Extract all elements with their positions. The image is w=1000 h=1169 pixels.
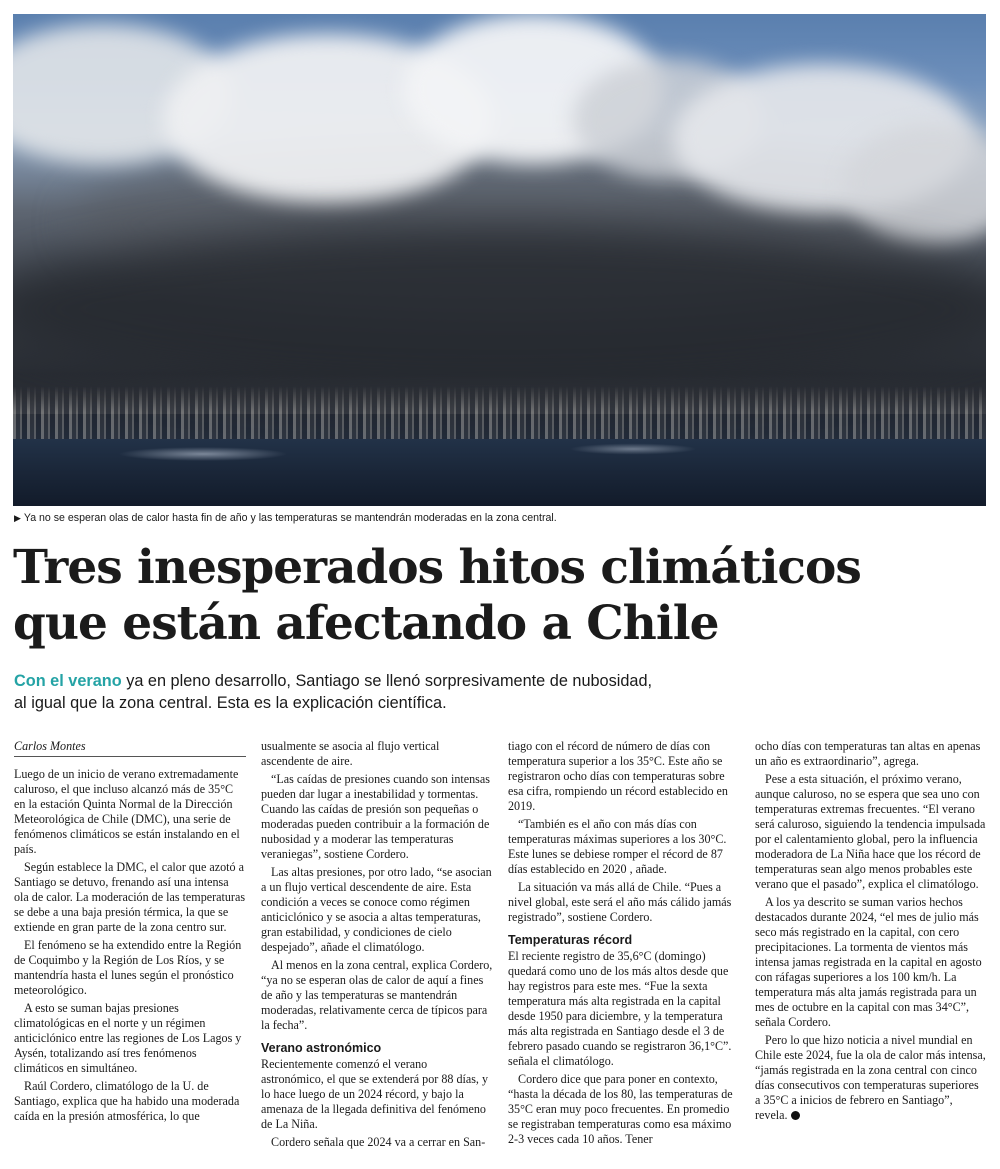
paragraph: Cordero señala que 2024 va a cerrar en San- bbox=[271, 1135, 486, 1149]
headline-line-1: Tres inesperados hitos climáticos bbox=[13, 540, 861, 595]
paragraph: Pese a esta situación, el próximo verano, aunque caluroso, no se espera que sea uno con temperaturas extremas frecuentes. “El verano será caluroso, siguiendo la tendencia impulsada por el calentamiento global, pero la influencia moderadora de La Niña hace que los récord de temperaturas sean algo menos probables este verano que el pasado”, explica el climatólogo. bbox=[755, 772, 986, 891]
subhead-temperaturas-record: Temperaturas récord bbox=[508, 933, 633, 947]
paragraph: Luego de un inicio de verano extremadamente caluroso, el que incluso alcanzó más de 35°C en la estación Quinta Normal de la Dirección Meteorológica de Chile (DMC), una serie de fenómenos climáticos se están instalando en el país. bbox=[14, 767, 240, 856]
body-column-1 bbox=[14, 739, 246, 1164]
paragraph: Raúl Cordero, climatólogo de la U. de Santiago, explica que ha habido una moderada caída en la presión atmosférica, lo que bbox=[14, 1079, 240, 1123]
paragraph: La situación va más allá de Chile. “Pues a nivel global, este será el año más cálido jamás registrado”, sostiene Cordero. bbox=[508, 880, 732, 924]
caption-text: Ya no se esperan olas de calor hasta fin de año y las temperaturas se mantendrán moderadas en la zona central. bbox=[23, 512, 557, 524]
article-photo bbox=[13, 14, 986, 506]
paragraph: El reciente registro de 35,6°C (domingo) quedará como uno de los más altos desde que hay registros para este mes. “Fue la sexta temperatura más alta registrada en la capital desde 1950 para diciembre, y la temperatura más alta registrada en Santiago desde el 3 de febrero pasado cuando se registraron 36,1°C”. señala el climatólogo. bbox=[508, 949, 732, 1068]
subhead-verano-astronomico: Verano astronómico bbox=[261, 1041, 382, 1055]
deck-line-2: al igual que la zona central. Esta es la explicación científica. bbox=[14, 694, 447, 712]
paragraph: Recientemente comenzó el verano astronómico, el que se extenderá por 88 días, y lo hace luego de un 2024 récord, y bajo la amenaza de la llegada definitiva del fenómeno de La Niña. bbox=[261, 1057, 489, 1131]
deck-line-1 bbox=[14, 670, 989, 692]
paragraph: usualmente se asocia al flujo vertical ascendente de aire. bbox=[261, 739, 440, 768]
byline: Carlos Montes bbox=[14, 739, 246, 757]
body-column-4 bbox=[755, 739, 987, 1164]
article-deck bbox=[14, 670, 989, 714]
ocean-waves bbox=[13, 439, 986, 506]
body-column-3 bbox=[508, 739, 740, 1164]
paragraph: “También es el año con más días con temperaturas máximas superiores a los 30°C. Este lunes se debiese romper el récord de 87 días establecido en 2020 , añade. bbox=[508, 817, 727, 876]
article-headline bbox=[13, 540, 988, 652]
paragraph: A esto se suman bajas presiones climatológicas en el norte y un régimen anticiclónico entre las regiones de Los Lagos y Aysén, totalizando así tres fenómenos climáticos en simultáneo. bbox=[14, 1001, 242, 1075]
final-paragraph-text: Pero lo que hizo noticia a nivel mundial en Chile este 2024, fue la ola de calor más intensa, “jamás registrada en la zona central con cinco días consecutivos con temperaturas superiores a 35°C a inicios de febrero en Santiago”, revela. bbox=[755, 1033, 986, 1122]
paragraph: Cordero dice que para poner en contexto, “hasta la década de los 80, las temperaturas de 35°C eran muy poco frecuentes. En promedio se registraban temperaturas como esa máximo 2-3 veces cada 10 años. Tener bbox=[508, 1072, 733, 1146]
paragraph-final bbox=[755, 1033, 987, 1123]
city-skyline bbox=[13, 386, 986, 444]
headline-line-2: que están afectando a Chile bbox=[13, 596, 719, 651]
end-of-article-dot-icon bbox=[791, 1111, 800, 1120]
paragraph: El fenómeno se ha extendido entre la Región de Coquimbo y la Región de Los Ríos, y se mantendría hasta el lunes según el pronóstico meteorológico. bbox=[14, 938, 242, 997]
photo-caption bbox=[14, 512, 986, 524]
paragraph: Las altas presiones, por otro lado, “se asocian a un flujo vertical descendente de aire. Esta condición a veces se conoce como régimen anticiclónico y se asocia a altas temperaturas, gran estabilidad, y condiciones de cielo despejado”, añade el climatólogo. bbox=[261, 865, 492, 954]
play-triangle-icon: ▶ bbox=[14, 513, 21, 523]
paragraph: Según establece la DMC, el calor que azotó a Santiago se detuvo, frenando así una intensa ola de calor. La moderación de las temperaturas se debe a una baja presión térmica, la que se extiende en gran parte de la zona centro sur. bbox=[14, 860, 246, 934]
deck-line-1-rest: ya en pleno desarrollo, Santiago se llenó sorpresivamente de nubosidad, bbox=[121, 672, 653, 690]
paragraph: “Las caídas de presiones cuando son intensas pueden dar lugar a inestabilidad y tormentas. Cuando las caídas de presión son pequeñas o moderadas pueden contribuir a la formación de nubosidad y a moderar las temperaturas veraniegas”, sostiene Cordero. bbox=[261, 772, 490, 861]
body-column-2 bbox=[261, 739, 493, 1164]
paragraph: A los ya descrito se suman varios hechos destacados durante 2024, “el mes de julio más seco más registrado en la capital, con cero precipitaciones. La tormenta de vientos más intensa jamas registrada en la capital en agosto con ráfagas superiores a los 100 km/h. La temperatura más alta jamás registrada para un mes de octubre en la capital con mas 34°C”, señala Cordero. bbox=[755, 895, 982, 1029]
paragraph: tiago con el récord de número de días con temperatura superior a los 35°C. Este año se registraron ocho días con temperaturas sobre esa cifra, rompiendo un récord establecido en 2019. bbox=[508, 739, 728, 813]
paragraph: Al menos en la zona central, explica Cordero, “ya no se esperan olas de calor de aquí a fines de año y las temperaturas se mantendrán moderadas, relativamente cerca de típicos para la fecha”. bbox=[261, 958, 493, 1032]
storm-cloud-base bbox=[13, 224, 986, 394]
paragraph: ocho días con temperaturas tan altas en apenas un año es extraordinario”, agrega. bbox=[755, 739, 981, 768]
deck-lead: Con el verano bbox=[14, 672, 122, 690]
